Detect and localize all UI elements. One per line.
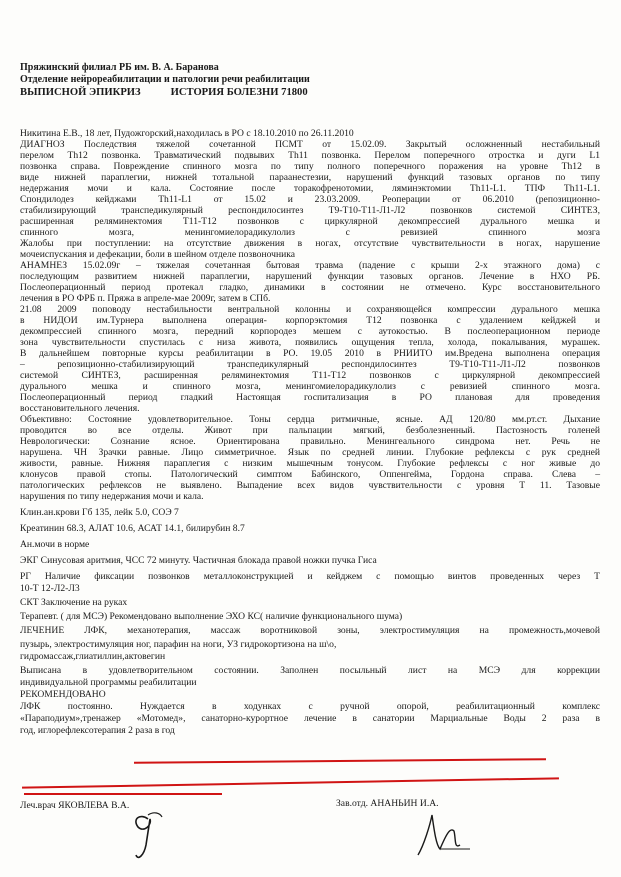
text-line: восстановительного лечения.	[20, 403, 140, 414]
department-name: Отделение нейрореабилитации и патологии речи реабилитации	[20, 74, 310, 85]
text-line: Ан.мочи в норме	[20, 539, 90, 550]
text-line: «Параподиум»,тренажер «Мотомед», санаторно-курортное лечение в санатории Марциальные Воды 2 раза в	[20, 713, 600, 724]
text-line: стабилизирующий транспедикулярный респондилосинтез Т9-Т10-Т11-Л1-Л2 позвонков системой СИНТЕЗ,	[20, 205, 600, 216]
text-line: В дальнейшем повторные курсы реабилитации в РО. 19.05 2010 в РНИИТО им.Вредена выполнена операция	[20, 348, 600, 359]
text-line: последующим развитием нижней параплегии, нарушений функции тазовых органов. Лечение в НХО РБ.	[20, 271, 600, 282]
institution-name: Пряжинский филиал РБ им. В. А. Баранова	[20, 62, 219, 73]
text-line: клонусов правой стопы. Патологический симптом Бабинского, Оппенгейма, Гордона справа. Слева –	[20, 469, 600, 480]
text-line: зона чувствительности спустилась с низа живота, появились ощущения тепла, холода, покалывания, мурашек.	[20, 337, 600, 348]
text-line: перелом Th12 позвонка. Травматический подвывих Th11 позвонка. Перелом поперечного отростка и дуги L1	[20, 150, 600, 161]
text-line: нарушения по типу недержания мочи и кала.	[20, 491, 204, 502]
text-line: ДИАГНОЗ Последствия тяжелой сочетанной ПСМТ от 15.02.09. Закрытый осложненный нестабильный	[20, 139, 600, 150]
text-line: в НИДОИ им.Турнера выполнена операция- корпорэктомия Т12 позвонка с удалением кейджей и	[20, 315, 600, 326]
text-line: проводится во все отделы. Живот при пальпации мягкий, безболезненный. Пастозность голеней	[20, 425, 600, 436]
text-line: Спондилодез кейджами Th11-L1 от 15.02 и 23.03.2009. Реоперации от 06.2010 (репозиционно-	[20, 194, 600, 205]
text-line: ЛЕЧЕНИЕ ЛФК, механотерапия, массаж воротниковой зоны, электростимуляция на промежность,мочевой	[20, 625, 600, 636]
red-underline-2	[22, 777, 559, 788]
text-line: РГ Наличие фиксации позвонков металлоконструкцией и кейджем с помощью винтов проведенных через Т	[20, 571, 600, 582]
text-line: АНАМНЕЗ 15.02.09г – тяжелая сочетанная бытовая травма (падение с крыши 2-х этажного дома) с	[20, 260, 600, 271]
red-underline-3	[24, 793, 222, 795]
text-line: Терапевт. ( для МСЭ) Рекомендовано выполнение ЭХО КС( наличие функционального шума)	[20, 611, 403, 622]
text-line: Креатинин 68.3, АЛАТ 10.6, АСАТ 14.1, билирубин 8.7	[20, 523, 245, 534]
text-line: СКТ Заключение на руках	[20, 597, 128, 608]
text-line: Послеоперационный период гладкий Настоящая госпитализация в РО плановая для проведения	[20, 392, 600, 403]
head-signature-line: Зав.отд. АНАНЬИН И.А.	[336, 798, 439, 809]
text-line: мочеиспускания и дефекации, боли в шейном отделе позвоночника	[20, 249, 296, 260]
text-line: 10-Т 12-Л2-Л3	[20, 583, 80, 594]
text-line: Объективно: Состояние удовлетворительное. Тоны сердца ритмичные, ясные. АД 120/80 мм.рт.ст. Дыхание	[20, 414, 600, 425]
case-number: ИСТОРИЯ БОЛЕЗНИ 71800	[170, 87, 308, 98]
red-underline-1	[134, 758, 546, 764]
text-line: расширенная реляминектомия Т11-Т12 позвонков с циркулярной декомпрессией дурального мешка и	[20, 216, 600, 227]
text-line: спинного мозга, менингомиелорадикулолиз с ревизией спинного мозга	[20, 227, 600, 238]
doctor-signature-line: Леч.врач ЯКОВЛЕВА В.А.	[20, 800, 130, 811]
text-line: живости, равные. Нижняя параплегия с низким мышечным тонусом. Глубокие рефлексы с ног живые до	[20, 458, 600, 469]
text-line: ЭКГ Синусовая аритмия, ЧСС 72 минуту. Частичная блокада правой ножки пучка Гиса	[20, 555, 377, 566]
text-line: индивидуальной программы реабилитации	[20, 677, 197, 688]
text-line: лечения в РО ФРБ п. Пряжа в апреле-мае 2009г, затем в СПб.	[20, 293, 271, 304]
text-line: – репозиционно-стабилизирующий транспедикулярный респондилосинтез Т9-Т10-Т11-Л1-Л2 позвонков	[20, 359, 600, 370]
text-line: дурального мешка и спинного мозга, менингомиелорадикулолиз с ревизией спинного мозга.	[20, 381, 600, 392]
text-line: Послеоперационный период протекал гладко, динамики в состоянии не отмечено. Курс восстановительного	[20, 282, 600, 293]
text-line: Неврологически: Сознание ясное. Ориентирована правильно. Менингеального синдрома нет. Речь не	[20, 436, 600, 447]
head-signature-scribble	[410, 805, 480, 865]
text-line: РЕКОМЕНДОВАНО	[20, 689, 106, 700]
text-line: Клин.ан.крови Гб 135, лейк 5.0, СОЭ 7	[20, 507, 179, 518]
text-line: 21.08 2009 поповоду нестабильности вентральной колонны и сохраняющейся компрессии дурального мешка	[20, 304, 600, 315]
text-line: позвонка справа. Повреждение спинного мозга по типу полного поперечного поражения на уровне Th12 в	[20, 161, 600, 172]
text-line: патологических рефлексов не выявлено. Выпадение всех видов чувствительности с уровня Т 11. Тазовые	[20, 480, 600, 491]
text-line: гидромассаж,глиатиллин,актовегин	[20, 651, 166, 662]
text-line: виде нижней параплегии, нижней тотальной параанестезии, нарушений функций тазовых органов по типу	[20, 172, 600, 183]
text-line: пузырь, электростимуляция ног, парафин на ноги, УЗ гидрокортизона на ш\о,	[20, 639, 337, 650]
text-line: Жалобы при поступлении: на отсутствие движения в ногах, отсутствие чувствительности в ногах, нарушение	[20, 238, 600, 249]
text-line: системой СИНТЕЗ, расширенная реляминектомия Т11-Т12 позвонков с циркулярной декомпрессией	[20, 370, 600, 381]
doc-type: ВЫПИСНОЙ ЭПИКРИЗ	[20, 87, 141, 98]
text-line: декомпрессией спинного мозга, передний корпородез мешем с аутокостью. В послеоперационном периоде	[20, 326, 600, 337]
text-line: Никитина Е.В., 18 лет, Пудожгорский,находилась в РО с 18.10.2010 по 26.11.2010	[20, 128, 354, 139]
text-line: год, иглорефлексотерапия 2 раза в год	[20, 725, 175, 736]
document-title	[20, 87, 600, 98]
text-line: Выписана в удовлетворительном состоянии. Заполнен посыльный лист на МСЭ для коррекции	[20, 665, 600, 676]
doctor-signature-scribble	[110, 805, 190, 865]
text-line: нарушена. ЧН Зрачки равные. Лицо симметричное. Язык по средней линии. Глубокие рефлексы с рук средней	[20, 447, 600, 458]
text-line: недержания мочи и кала. Состояние после торакофренотомии, ляминэктомии Th11-L1. ТПФ Th11-L1.	[20, 183, 600, 194]
text-line: ЛФК постоянно. Нуждается в ходунках с ручной опорой, реабилитационный комплекс	[20, 701, 600, 712]
